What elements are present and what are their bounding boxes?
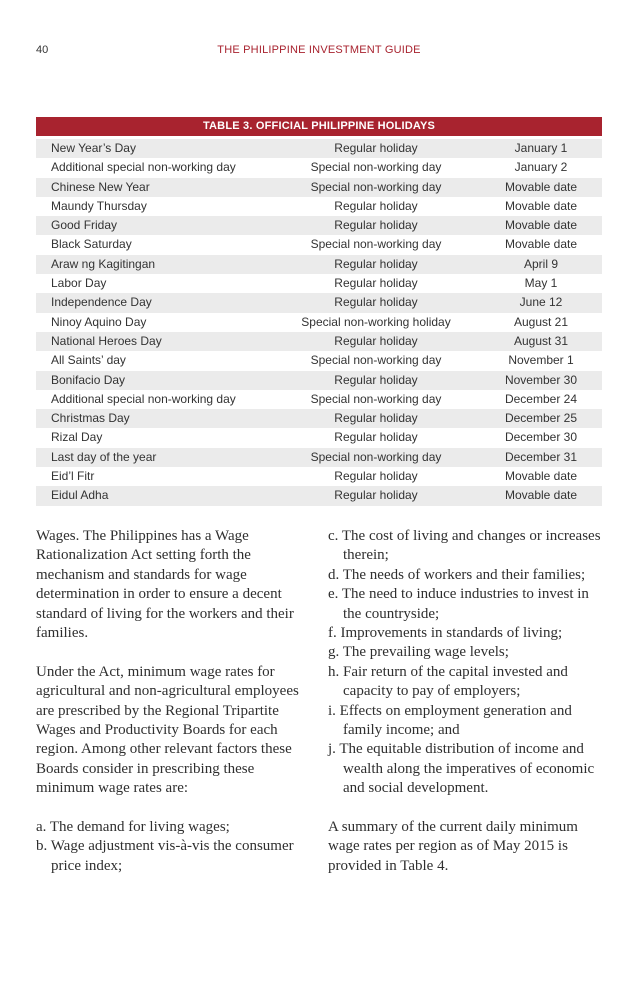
holiday-date: April 9 bbox=[523, 256, 558, 271]
holiday-type: Regular holiday bbox=[334, 430, 418, 445]
table-row bbox=[36, 371, 602, 390]
summary-paragraph: A summary of the current daily minimum wage rates per region as of May 2015 is provided in Table 4. bbox=[328, 819, 578, 874]
holiday-name: Maundy Thursday bbox=[51, 198, 147, 213]
table-row bbox=[36, 197, 602, 216]
holiday-type: Regular holiday bbox=[334, 141, 418, 155]
holiday-name: Christmas Day bbox=[51, 411, 130, 426]
left-column bbox=[36, 527, 312, 876]
holiday-date: Movable date bbox=[504, 488, 578, 503]
holiday-name: Additional special non-working day bbox=[51, 160, 236, 175]
holiday-type: Special non-working day bbox=[310, 237, 442, 252]
holiday-type: Regular holiday bbox=[334, 488, 418, 503]
table-row bbox=[36, 409, 602, 428]
holiday-name: Rizal Day bbox=[51, 430, 103, 445]
holiday-name: Additional special non-working day bbox=[51, 391, 236, 406]
table-row bbox=[36, 428, 602, 447]
list-item: i. Effects on employment generation and family income; and bbox=[328, 702, 572, 739]
table-body bbox=[36, 139, 602, 506]
holiday-type: Regular holiday bbox=[334, 411, 418, 426]
table-row bbox=[36, 313, 602, 332]
holiday-date: Movable date bbox=[504, 237, 578, 252]
running-header: THE PHILIPPINE INVESTMENT GUIDE bbox=[217, 44, 421, 56]
table-row bbox=[36, 448, 602, 467]
holiday-name: Eidul Adha bbox=[51, 488, 109, 503]
table-row bbox=[36, 274, 602, 293]
holiday-date: December 25 bbox=[504, 411, 578, 426]
holiday-name: Eid’l Fitr bbox=[51, 469, 95, 484]
holiday-name: Last day of the year bbox=[51, 449, 157, 464]
holiday-type: Regular holiday bbox=[334, 218, 418, 233]
holiday-type: Special non-working day bbox=[310, 391, 442, 406]
table-row bbox=[36, 293, 602, 312]
holiday-type: Special non-working day bbox=[310, 160, 442, 175]
holiday-date: Movable date bbox=[504, 198, 578, 213]
holiday-date: December 24 bbox=[504, 391, 578, 406]
list-item: f. Improvements in standards of living; bbox=[328, 625, 563, 642]
holiday-date: June 12 bbox=[519, 295, 563, 310]
table-row bbox=[36, 139, 602, 158]
holiday-type: Special non-working day bbox=[310, 179, 442, 194]
holiday-type: Regular holiday bbox=[334, 276, 418, 291]
list-item: j. The equitable distribution of income and wealth along the imperatives of economic and social development. bbox=[328, 741, 595, 797]
holiday-date: Movable date bbox=[504, 218, 578, 233]
table-row bbox=[36, 390, 602, 409]
holiday-type: Regular holiday bbox=[334, 198, 418, 213]
table-row bbox=[36, 351, 602, 370]
table-row bbox=[36, 332, 602, 351]
holidays-table bbox=[36, 117, 602, 506]
act-paragraph: Under the Act, minimum wage rates for agricultural and non-agricultural employees are prescribed by the Regional Tripartite Wages and Productivity Boards for each region. Among other relevant factors these Boards consider in prescribing these minimum wage rates are: bbox=[36, 663, 299, 797]
holiday-date: May 1 bbox=[524, 276, 558, 291]
table-row bbox=[36, 235, 602, 254]
holiday-date: Movable date bbox=[504, 179, 578, 194]
table-row bbox=[36, 255, 602, 274]
holiday-name: Good Friday bbox=[51, 218, 118, 233]
holiday-date: Movable date bbox=[504, 469, 578, 484]
holiday-name: Labor Day bbox=[51, 276, 107, 291]
holiday-date: August 31 bbox=[513, 333, 569, 348]
right-column bbox=[328, 527, 610, 876]
holiday-type: Special non-working holiday bbox=[301, 314, 451, 329]
holiday-type: Special non-working day bbox=[310, 449, 442, 464]
holiday-type: Regular holiday bbox=[334, 333, 418, 348]
holiday-name: Araw ng Kagitingan bbox=[51, 256, 156, 271]
holiday-name: Chinese New Year bbox=[51, 179, 150, 194]
table-row bbox=[36, 158, 602, 177]
holiday-date: December 31 bbox=[504, 449, 578, 464]
list-item: b. Wage adjustment vis-à-vis the consumer price index; bbox=[36, 838, 294, 874]
holiday-date: November 1 bbox=[508, 353, 574, 368]
wages-paragraph: Wages. The Philippines has a Wage Rationalization Act setting forth the mechanism and standards for wage determination in order to ensure a decent standard of living for the workers and their families. bbox=[36, 528, 294, 642]
table-row bbox=[36, 467, 602, 486]
holiday-date: November 30 bbox=[504, 372, 578, 387]
holiday-type: Regular holiday bbox=[334, 295, 418, 310]
table-title: TABLE 3. OFFICIAL PHILIPPINE HOLIDAYS bbox=[36, 117, 602, 136]
list-item: g. The prevailing wage levels; bbox=[328, 644, 509, 661]
holiday-name: National Heroes Day bbox=[51, 333, 162, 348]
list-item: h. Fair return of the capital invested and capacity to pay of employers; bbox=[328, 663, 568, 700]
holiday-name: Black Saturday bbox=[51, 237, 132, 252]
holiday-date: January 2 bbox=[514, 160, 568, 175]
holiday-name: New Year’s Day bbox=[51, 141, 136, 155]
table-row bbox=[36, 486, 602, 505]
holiday-date: August 21 bbox=[513, 314, 569, 329]
list-item: a. The demand for living wages; bbox=[36, 819, 230, 836]
holiday-type: Regular holiday bbox=[334, 469, 418, 484]
holiday-date: January 1 bbox=[514, 141, 568, 155]
list-item: e. The need to induce industries to invest in the countryside; bbox=[328, 586, 589, 622]
table-row bbox=[36, 178, 602, 197]
holiday-name: All Saints’ day bbox=[51, 353, 126, 368]
table-row bbox=[36, 216, 602, 235]
list-item: d. The needs of workers and their families; bbox=[328, 566, 586, 583]
holiday-name: Bonifacio Day bbox=[51, 372, 126, 387]
holiday-name: Ninoy Aquino Day bbox=[51, 314, 147, 329]
list-item: c. The cost of living and changes or increases therein; bbox=[328, 528, 601, 564]
holiday-type: Special non-working day bbox=[310, 353, 442, 368]
holiday-type: Regular holiday bbox=[334, 256, 418, 271]
holiday-name: Independence Day bbox=[51, 295, 152, 310]
holiday-type: Regular holiday bbox=[334, 372, 418, 387]
page-number: 40 bbox=[36, 44, 49, 56]
holiday-date: December 30 bbox=[504, 430, 578, 445]
